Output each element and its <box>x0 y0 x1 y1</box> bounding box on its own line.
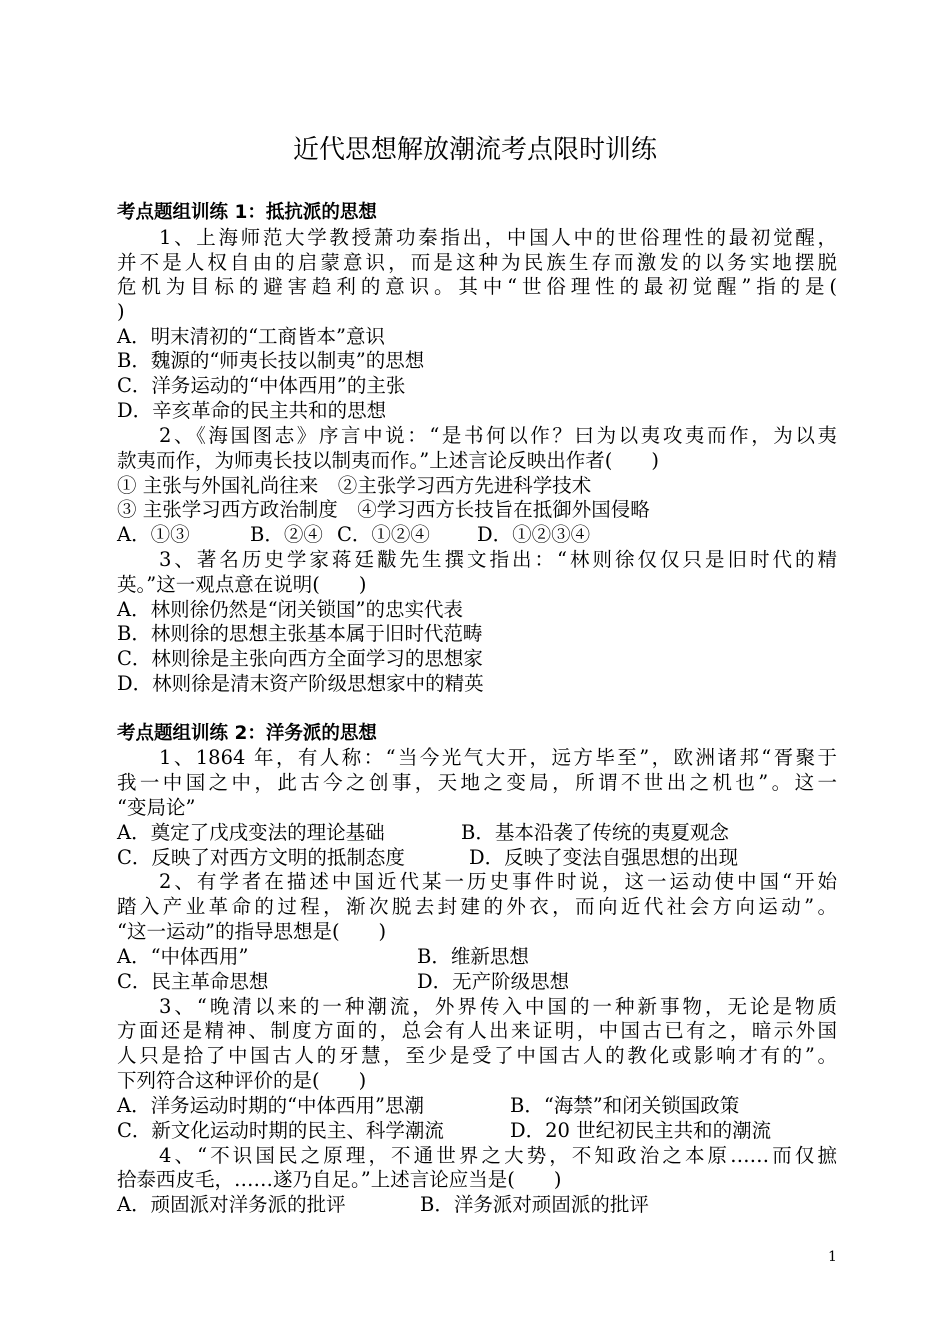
answer-option: B．基本沿袭了传统的夷夏观念 <box>461 821 729 844</box>
answer-option: D．林则徐是清末资产阶级思想家中的精英 <box>117 672 484 695</box>
question-text: 3、著名历史学家蒋廷黻先生撰文指出：“林则徐仅仅只是旧时代的精 <box>159 548 837 571</box>
section-heading: 考点题组训练 1：抵抗派的思想 <box>117 202 377 223</box>
answer-option: D．①②③④ <box>477 523 591 546</box>
answer-option: B．林则徐的思想主张基本属于旧时代范畴 <box>117 622 483 645</box>
answer-option: C．新文化运动时期的民主、科学潮流 <box>117 1119 444 1142</box>
statement-line: ③ 主张学习西方政治制度 ④学习西方长技旨在抵御外国侵略 <box>117 498 650 521</box>
options-row <box>117 969 837 994</box>
options-row <box>117 1192 837 1217</box>
answer-option: A．洋务运动时期的“中体西用”思潮 <box>117 1094 425 1117</box>
question-text: 1、1864 年，有人称：“当今光气大开，远方毕至”，欧洲诸邦“胥聚于 <box>159 746 837 769</box>
statement-line: ① 主张与外国礼尚往来 ②主张学习西方先进科学技术 <box>117 474 592 497</box>
question-text: 踏入产业革命的过程，渐次脱去封建的外衣，而向近代社会方向运动”。 <box>117 895 837 918</box>
answer-option: D．反映了变法自强思想的出现 <box>469 846 739 869</box>
page-number: 1 <box>828 1249 837 1265</box>
question-text: “变局论” <box>117 796 196 819</box>
question-text: 2、《海国图志》序言中说：“是书何以作？曰为以夷攻夷而作，为以夷 <box>159 424 837 447</box>
options-row <box>117 522 837 547</box>
question-text: 下列符合这种评价的是( ) <box>117 1069 367 1092</box>
answer-option: C．洋务运动的“中体西用”的主张 <box>117 374 406 397</box>
question-text: 并不是人权自由的启蒙意识，而是这种为民族生存而激发的以务实地摆脱 <box>117 251 837 274</box>
question-text: 人只是拾了中国古人的牙慧，至少是受了中国古人的教化或影响才有的”。 <box>117 1044 837 1067</box>
question-text: 英。”这一观点意在说明( ) <box>117 573 367 596</box>
options-row <box>117 845 837 870</box>
question-text: 我一中国之中，此古今之创事，天地之变局，所谓不世出之机也”。这一 <box>117 771 837 794</box>
page-title: 近代思想解放潮流考点限时训练 <box>292 135 657 165</box>
answer-option: A．顽固派对洋务派的批评 <box>117 1193 346 1216</box>
answer-option: C．林则徐是主张向西方全面学习的思想家 <box>117 647 483 670</box>
answer-option: A．①③ <box>117 523 190 546</box>
question-text: 2、有学者在描述中国近代某一历史事件时说，这一运动使中国“开始 <box>159 870 837 893</box>
question-text: 4、“不识国民之原理，不通世界之大势，不知政治之本原……而仅摭 <box>159 1144 837 1167</box>
answer-option: D．无产阶级思想 <box>417 970 570 993</box>
options-row <box>117 820 837 845</box>
answer-option: D．20 世纪初民主共和的潮流 <box>510 1119 772 1142</box>
answer-option: C．民主革命思想 <box>117 970 269 993</box>
answer-option: A．奠定了戊戌变法的理论基础 <box>117 821 385 844</box>
question-text: 3、“晚清以来的一种潮流，外界传入中国的一种新事物，无论是物质 <box>159 995 837 1018</box>
question-text: 1、上海师范大学教授萧功秦指出，中国人中的世俗理性的最初觉醒， <box>159 226 837 249</box>
question-text: ) <box>117 300 125 323</box>
question-text: 方面还是精神、制度方面的，总会有人出来证明，中国古已有之，暗示外国 <box>117 1019 837 1042</box>
answer-option: D．辛亥革命的民主共和的思想 <box>117 399 387 422</box>
question-text: “这一运动”的指导思想是( ) <box>117 920 387 943</box>
question-text: 危机为目标的避害趋利的意识。其中“世俗理性的最初觉醒”指的是( <box>117 275 837 298</box>
answer-option: B．“海禁”和闭关锁国政策 <box>510 1094 740 1117</box>
options-row <box>117 944 837 969</box>
options-row <box>117 1093 837 1118</box>
answer-option: B．②④ <box>250 523 323 546</box>
answer-option: A．明末清初的“工商皆本”意识 <box>117 325 386 348</box>
answer-option: C．反映了对西方文明的抵制态度 <box>117 846 405 869</box>
section-heading: 考点题组训练 2：洋务派的思想 <box>117 723 377 744</box>
answer-option: C．①②④ <box>337 523 430 546</box>
answer-option: B．维新思想 <box>417 945 529 968</box>
answer-option: B．魏源的“师夷长技以制夷”的思想 <box>117 349 425 372</box>
answer-option: A．林则徐仍然是“闭关锁国”的忠实代表 <box>117 598 464 621</box>
question-text: 拾泰西皮毛，……遂乃自足。”上述言论应当是( ) <box>117 1168 562 1191</box>
question-text: 款夷而作，为师夷长技以制夷而作。”上述言论反映出作者( ) <box>117 449 659 472</box>
answer-option: B．洋务派对顽固派的批评 <box>420 1193 649 1216</box>
answer-option: A．“中体西用” <box>117 945 249 968</box>
options-row <box>117 1118 837 1143</box>
